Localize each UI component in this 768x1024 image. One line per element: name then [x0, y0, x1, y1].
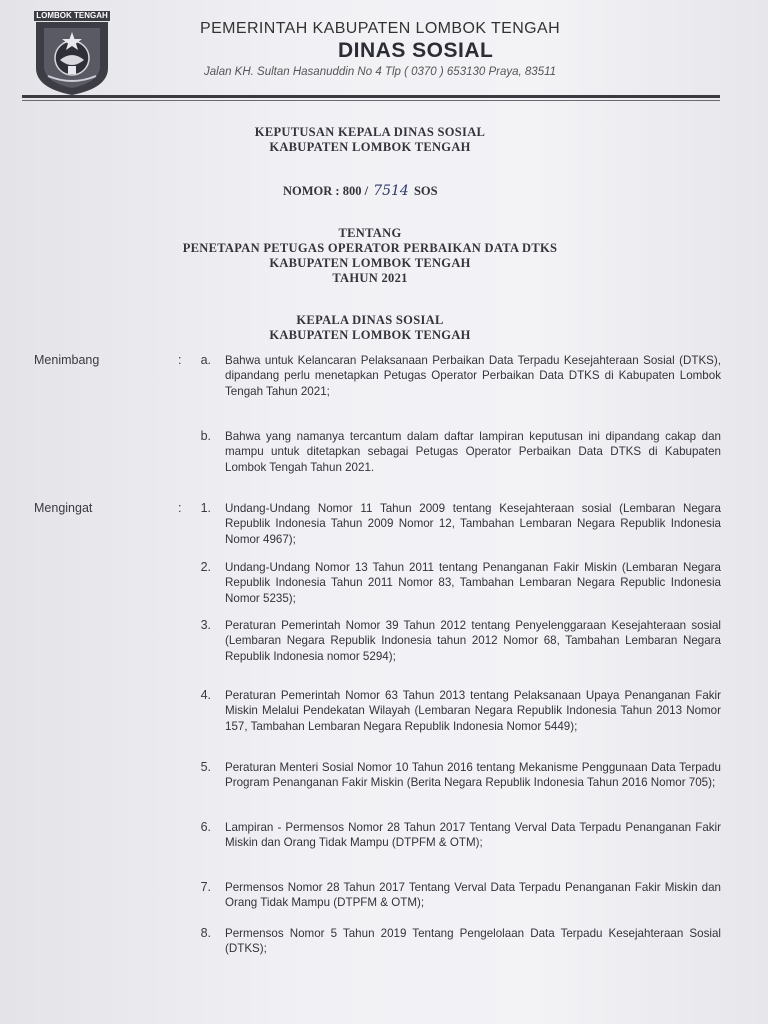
subject-line: PENETAPAN PETUGAS OPERATOR PERBAIKAN DATA DTKS — [182, 241, 558, 255]
menimbang-item: Bahwa yang namanya tercantum dalam daftar lampiran keputusan ini dipandang cakap dan mampu untuk ditetapkan sebagai Petugas Operator Perbaikan Data DTKS di Kabupaten Lombok Tengah Tahun 2021. — [225, 430, 721, 474]
decree-issuer — [0, 313, 740, 343]
decree-title-line: KABUPATEN LOMBOK TENGAH — [269, 140, 471, 154]
mengingat-item: Undang-Undang Nomor 13 Tahun 2011 tentang Penanganan Fakir Miskin (Lembaran Negara Republik Indonesia Tahun 2011 Nomor 83, Tambahan Lembaran Negara Republic Indonesia Nomor 5235); — [225, 561, 721, 605]
decree-number-handwritten: 7514 — [373, 183, 409, 199]
mengingat-item: Permensos Nomor 5 Tahun 2019 Tentang Pengelolaan Data Terpadu Kesejahteraan Sosial (DTKS); — [225, 927, 721, 956]
list-item-marker: 3. — [200, 618, 211, 632]
list-item-marker: 4. — [200, 688, 211, 702]
letterhead-government: PEMERINTAH KABUPATEN LOMBOK TENGAH — [200, 20, 561, 37]
mengingat-colon: : — [178, 501, 182, 515]
menimbang-label: Menimbang — [34, 353, 100, 367]
letterhead-divider-thin — [22, 100, 720, 101]
mengingat-item: Peraturan Pemerintah Nomor 39 Tahun 2012 tentang Penyelenggaraan Kesejahteraan sosial (Lembaran Negara Republik Indonesia tahun 2012 Nomor 68, Tambahan Lembaran Negara Republik Indonesia nomor 5294); — [225, 619, 721, 663]
issuer-line: KABUPATEN LOMBOK TENGAH — [269, 328, 471, 342]
subject-line: TAHUN 2021 — [332, 271, 408, 285]
list-item-marker: 6. — [200, 820, 211, 834]
list-item-marker: 7. — [200, 880, 211, 894]
subject-line: KABUPATEN LOMBOK TENGAH — [269, 256, 471, 270]
mengingat-item: Lampiran - Permensos Nomor 28 Tahun 2017 Tentang Verval Data Terpadu Penanganan Fakir Miskin dan Orang Tidak Mampu (DTPFM & OTM); — [225, 821, 721, 850]
decree-number — [283, 183, 438, 199]
logo-caption: LOMBOK TENGAH — [36, 11, 108, 20]
mengingat-item: Peraturan Menteri Sosial Nomor 10 Tahun 2016 tentang Mekanisme Penggunaan Data Terpadu Program Penanganan Fakir Miskin (Berita Negara Republik Indonesia Tahun 2016 Nomor 705); — [225, 761, 721, 790]
mengingat-item: Permensos Nomor 28 Tahun 2017 Tentang Verval Data Terpadu Penanganan Fakir Miskin dan Orang Tidak Mampu (DTPFM & OTM); — [225, 881, 721, 910]
mengingat-label: Mengingat — [34, 501, 93, 515]
decree-number-suffix: SOS — [413, 184, 438, 198]
menimbang-colon: : — [178, 353, 182, 367]
menimbang-item: Bahwa untuk Kelancaran Pelaksanaan Perbaikan Data Terpadu Kesejahteraan Sosial (DTKS), dipandang perlu menetapkan Petugas Operator Perbaikan Data DTKS di Kabupaten Lombok Tengah Tahun 2021; — [225, 354, 721, 398]
mengingat-item: Undang-Undang Nomor 11 Tahun 2009 tentang Kesejahteraan sosial (Lembaran Negara Republik Indonesia Tahun 2009 Nomor 12, Tambahan Lembaran Negara Republik Indonesia Nomor 4967); — [225, 502, 721, 546]
list-item-marker: 5. — [200, 760, 211, 774]
list-item-marker: 2. — [200, 560, 211, 574]
decree-title-line: KEPUTUSAN KEPALA DINAS SOSIAL — [254, 125, 486, 139]
regency-emblem-icon — [32, 10, 112, 96]
list-item-marker: 1. — [200, 501, 211, 515]
letterhead-address: Jalan KH. Sultan Hasanuddin No 4 Tlp ( 0370 ) 653130 Praya, 83511 — [204, 66, 557, 78]
list-item-marker: 8. — [200, 926, 211, 940]
tentang-label: TENTANG — [338, 226, 402, 240]
letterhead-agency: DINAS SOSIAL — [338, 39, 494, 62]
decree-subject — [0, 226, 740, 286]
list-item-marker: b. — [200, 429, 211, 443]
list-item-marker: a. — [200, 353, 211, 367]
issuer-line: KEPALA DINAS SOSIAL — [296, 313, 444, 327]
letterhead-divider — [22, 95, 720, 98]
mengingat-item: Peraturan Pemerintah Nomor 63 Tahun 2013 tentang Pelaksanaan Upaya Penanganan Fakir Miskin Melalui Pendekatan Wilayah (Lembaran Negara Republik Indonesia Tahun 2013 Nomor 157, Tambahan Lembaran Negara Republik Indonesia Nomor 5449); — [225, 689, 721, 733]
decree-number-prefix: NOMOR : 800 / — [283, 184, 369, 198]
decree-title — [0, 125, 740, 155]
